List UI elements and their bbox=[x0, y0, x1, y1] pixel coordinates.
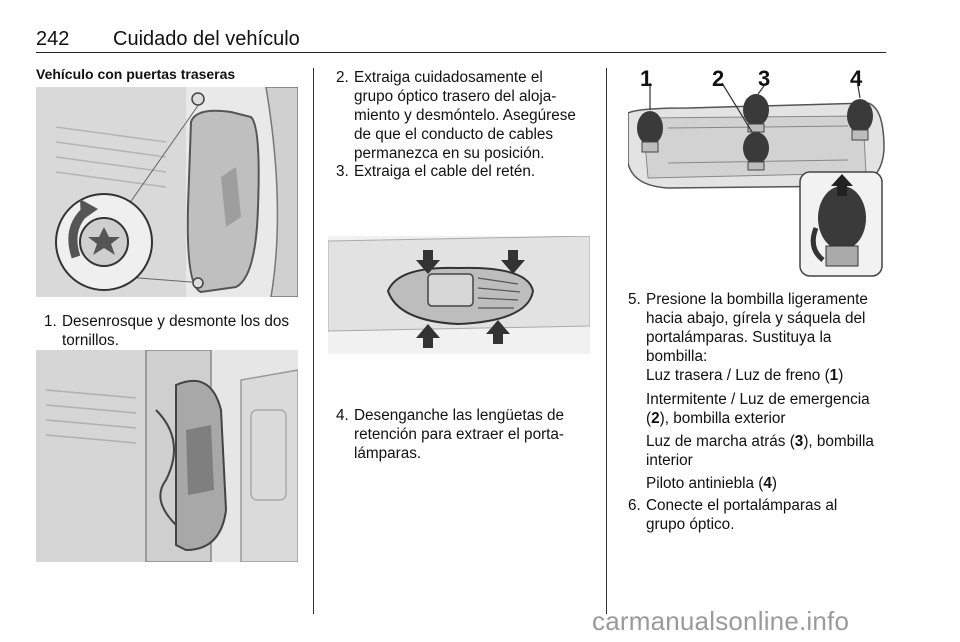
step-number: 3. bbox=[336, 163, 349, 180]
figure-label-4: 4 bbox=[850, 68, 863, 91]
page-title: Cuidado del vehículo bbox=[113, 28, 300, 50]
figure-lamp-holder-tabs bbox=[328, 236, 590, 354]
column-divider bbox=[606, 68, 607, 614]
step-number: 4. bbox=[336, 407, 349, 424]
step-number: 2. bbox=[336, 69, 349, 86]
step-text: Conecte el portalámparas al grupo óptico. bbox=[646, 497, 838, 533]
step-text: Presione la bombilla ligeramente hacia abajo, gírela y sáquela del portalámparas. Sustituya la bombilla: bbox=[646, 291, 868, 365]
figure-screw-removal bbox=[36, 87, 298, 297]
section-heading: Vehículo con puertas traseras bbox=[36, 66, 236, 82]
page-header bbox=[36, 28, 886, 53]
step-number: 6. bbox=[628, 497, 641, 514]
figure-label-1: 1 bbox=[640, 68, 653, 91]
figure-label-2: 2 bbox=[712, 68, 725, 91]
watermark[interactable]: carmanualsonline.info bbox=[592, 606, 850, 636]
figure-label-3: 3 bbox=[758, 68, 771, 91]
figure-lamp-removal bbox=[36, 350, 298, 562]
figure-bulb-positions bbox=[628, 68, 886, 278]
bulb-item-2: Intermitente / Luz de emergencia (2), bombilla exterior bbox=[646, 391, 870, 427]
step-text: Desenrosque y desmonte los dos tornillos. bbox=[62, 313, 290, 349]
bulb-item-4: Piloto antiniebla (4) bbox=[646, 475, 777, 492]
column-divider bbox=[313, 68, 314, 614]
step-number: 5. bbox=[628, 291, 641, 308]
step-text: Desenganche las lengüetas de retención para extraer el porta- lámparas. bbox=[354, 407, 565, 462]
page-number: 242 bbox=[36, 28, 70, 50]
step-number: 1. bbox=[44, 313, 57, 330]
step-text: Extraiga cuidadosamente el grupo óptico trasero del aloja- miento y desmóntelo. Asegúrese de que el conducto de cables permanezca en su posición. bbox=[354, 69, 576, 162]
step-text: Extraiga el cable del retén. bbox=[354, 163, 536, 180]
bulb-item-1: Luz trasera / Luz de freno (1) bbox=[646, 367, 844, 384]
bulb-item-3: Luz de marcha atrás (3), bombilla interior bbox=[646, 433, 874, 469]
